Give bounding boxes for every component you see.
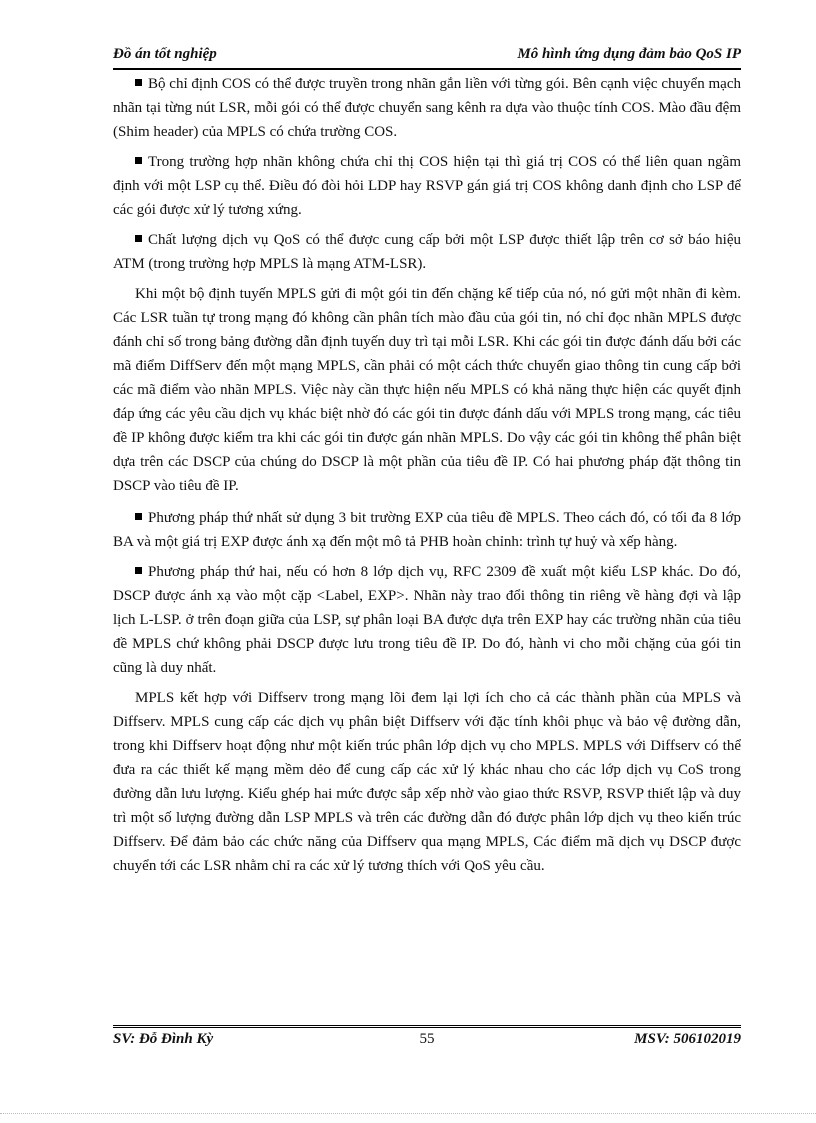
header-right-title: Mô hình ứng dụng đảm bảo QoS IP bbox=[517, 46, 741, 62]
bullet-paragraph bbox=[113, 150, 741, 222]
body-paragraph: Khi một bộ định tuyến MPLS gửi đi một gói tin đến chặng kế tiếp của nó, nó gửi một nhãn đi kèm. Các LSR tuần tự trong mạng đó không cần phân tích mào đầu của gói tin, nó chỉ đọc nhãn MPLS được đánh chỉ số trong bảng đường dẫn định tuyến duy trì tại mỗi LSR. Khi các gói tin được đánh dấu bởi các mã điểm DiffServ đến một mạng MPLS, cần phải có một cách thức chuyển giao thông tin cung cấp bởi các mã điểm vào nhãn MPLS. Việc này cần thực hiện nếu MPLS có khả năng thực hiện các quyết định đáp ứng các yêu cầu dịch vụ khác biệt nhờ đó các gói tin được đánh dấu với MPLS trong mạng, các tiêu đề IP không được kiểm tra khi các gói tin được gán nhãn MPLS. Do vậy các gói tin không thể phân biệt dựa trên các DSCP của chúng do DSCP là một phần của tiêu đề IP. Có hai phương pháp đặt thông tin DSCP vào tiêu đề IP. bbox=[113, 286, 741, 494]
header-left-title: Đồ án tốt nghiệp bbox=[113, 46, 217, 62]
square-bullet-icon bbox=[135, 157, 142, 164]
bullet-text: Trong trường hợp nhãn không chứa chỉ thị COS hiện tại thì giá trị COS có thể liên quan ngầm định với một LSP cụ thể. Điều đó đòi hỏi LDP hay RSVP gán giá trị COS không danh định cho LSP để các gói được xử lý tương xứng. bbox=[113, 154, 741, 218]
bullet-text: Chất lượng dịch vụ QoS có thể được cung cấp bởi một LSP được thiết lập trên cơ sở báo hiệu ATM (trong trường hợp MPLS là mạng ATM-LSR). bbox=[113, 232, 741, 272]
square-bullet-icon bbox=[135, 235, 142, 242]
body-paragraph: MPLS kết hợp với Diffserv trong mạng lõi đem lại lợi ích cho cả các thành phần của MPLS và Diffserv. MPLS cung cấp các dịch vụ phân biệt Diffserv với đặc tính khôi phục và bảo vệ đường dẫn, trong khi Diffserv hoạt động như một kiến trúc phân lớp dịch vụ cho MPLS. MPLS với Diffserv có thể đưa ra các thiết kế mạng mềm dẻo để cung cấp các xử lý khác nhau cho các lớp dịch vụ CoS trong đường dẫn lưu lượng. Kiểu ghép hai mức được sắp xếp nhờ vào giao thức RSVP, RSVP thiết lập và duy trì một số lượng đường dẫn LSP MPLS và trên các đường dẫn đó được phân lớp dịch vụ theo kiến trúc Diffserv. Để đảm bảo các chức năng của Diffserv qua mạng MPLS, Các điểm mã dịch vụ DSCP được chuyển tới các LSR nhằm chỉ ra các xử lý tương thích với QoS yêu cầu. bbox=[113, 690, 741, 874]
footer-student-id: MSV: 506102019 bbox=[634, 1031, 741, 1047]
bullet-text: Bộ chỉ định COS có thể được truyền trong nhãn gắn liền với từng gói. Bên cạnh việc chuyển mạch nhãn tại từng nút LSR, mỗi gói có thể được chuyển sang kênh ra dựa vào thuộc tính COS. Mào đầu đệm (Shim header) của MPLS có chứa trường COS. bbox=[113, 76, 741, 140]
footer-student-name: SV: Đỗ Đình Kỳ bbox=[113, 1031, 214, 1047]
bullet-text: Phương pháp thứ nhất sử dụng 3 bit trường EXP của tiêu đề MPLS. Theo cách đó, có tối đa 8 lớp BA và một giá trị EXP được ánh xạ đến một mô tả PHB hoàn chỉnh: trình tự huỷ và xếp hàng. bbox=[113, 510, 741, 550]
square-bullet-icon bbox=[135, 567, 142, 574]
bullet-paragraph bbox=[113, 506, 741, 554]
page-header bbox=[113, 46, 741, 70]
page-number: 55 bbox=[419, 1031, 435, 1047]
bullet-paragraph bbox=[113, 228, 741, 276]
bullet-paragraph bbox=[113, 72, 741, 144]
page-break-line bbox=[0, 1113, 816, 1114]
square-bullet-icon bbox=[135, 79, 142, 86]
bullet-text: Phương pháp thứ hai, nếu có hơn 8 lớp dịch vụ, RFC 2309 đề xuất một kiểu LSP khác. Do đó, DSCP được ánh xạ vào một cặp <Label, EXP>. Nhãn này trao đổi thông tin riêng về hàng đợi và lập lịch L-LSP. ở trên đoạn giữa của LSP, sự phân loại BA được dựa trên EXP hay các trường nhãn của tiêu đề MPLS chứ không phải DSCP được lưu trong tiêu đề IP. Do đó, hành vi cho mỗi chặng của gói tin cũng là duy nhất. bbox=[113, 564, 741, 676]
bullet-paragraph bbox=[113, 560, 741, 680]
document-body bbox=[113, 72, 741, 886]
square-bullet-icon bbox=[135, 513, 142, 520]
page-footer bbox=[113, 1025, 741, 1052]
